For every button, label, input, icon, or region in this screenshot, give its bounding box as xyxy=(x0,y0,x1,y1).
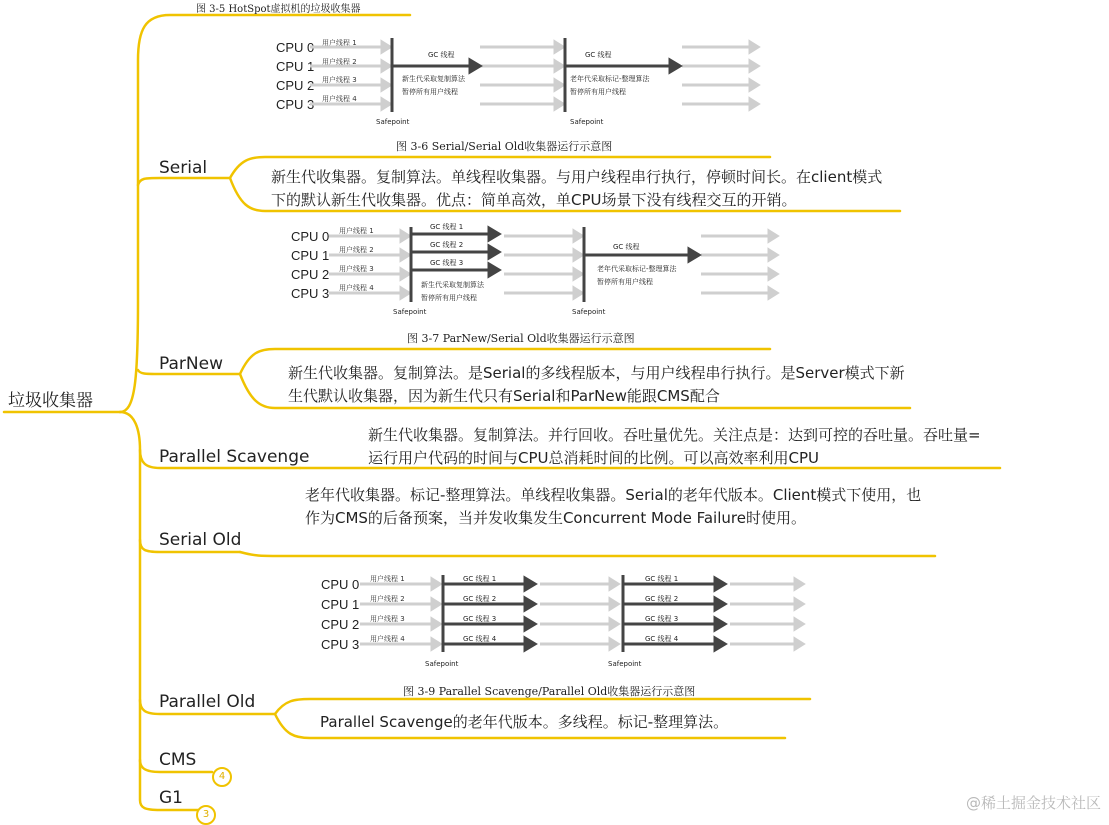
gc-thread-label: GC 线程 2 xyxy=(430,241,464,249)
young-note: 新生代采取复制算法 xyxy=(402,75,465,83)
user-thread-label: 用户线程 1 xyxy=(322,39,357,47)
gc-thread-label: GC 线程 2 xyxy=(463,595,497,603)
user-thread-label: 用户线程 4 xyxy=(370,635,405,643)
gc-thread-label: GC 线程 4 xyxy=(463,635,497,643)
branch-cms[interactable]: CMS xyxy=(159,750,197,770)
cpu-label: CPU 2 xyxy=(276,78,315,93)
user-thread-label: 用户线程 3 xyxy=(339,265,374,273)
cpu-label: CPU 2 xyxy=(291,267,330,282)
cpu-label: CPU 1 xyxy=(276,59,315,74)
user-thread-label: 用户线程 1 xyxy=(339,227,374,235)
branch-serial-old[interactable]: Serial Old xyxy=(159,530,242,550)
young-note: 新生代采取复制算法 xyxy=(421,281,484,289)
cpu-label: CPU 0 xyxy=(276,40,315,55)
cpu-label: CPU 3 xyxy=(291,286,330,301)
top-caption: 图 3-5 HotSpot虚拟机的垃圾收集器 xyxy=(196,4,361,15)
user-thread-label: 用户线程 3 xyxy=(322,76,357,84)
figure-parnew xyxy=(285,222,785,327)
note-serial: 新生代收集器。复制算法。单线程收集器。与用户线程串行执行，停顿时间长。在client模式下的默认新生代收集器。优点：简单高效，单CPU场景下没有线程交互的开销。 xyxy=(271,168,883,209)
cpu-label: CPU 3 xyxy=(321,637,360,652)
cpu-label: CPU 0 xyxy=(321,577,360,592)
old-note: 老年代采取标记-整理算法 xyxy=(570,75,650,83)
user-thread-label: 用户线程 2 xyxy=(370,595,405,603)
figure-caption-parnew: 图 3-7 ParNew/Serial Old收集器运行示意图 xyxy=(407,332,635,345)
old-note: 暂停所有用户线程 xyxy=(570,88,626,96)
collapsed-count-badge[interactable]: 3 xyxy=(196,805,216,825)
gc-thread-label: GC 线程 xyxy=(428,51,455,59)
old-note: 老年代采取标记-整理算法 xyxy=(597,265,677,273)
gc-thread-label: GC 线程 1 xyxy=(430,223,464,231)
branch-g1[interactable]: G1 xyxy=(159,788,183,808)
safepoint-label: Safepoint xyxy=(393,308,427,316)
collapsed-count-badge[interactable]: 4 xyxy=(212,767,232,787)
old-note: 暂停所有用户线程 xyxy=(597,278,653,286)
gc-thread-label: GC 线程 1 xyxy=(645,575,679,583)
connector-serial-old-note xyxy=(240,552,935,556)
safepoint-label: Safepoint xyxy=(572,308,606,316)
connector-serial xyxy=(138,178,230,185)
note-parallel-old: Parallel Scavenge的老年代版本。多线程。标记-整理算法。 xyxy=(320,713,729,731)
safepoint-label: Safepoint xyxy=(608,660,642,668)
safepoint-label: Safepoint xyxy=(425,660,459,668)
figure-caption-serial: 图 3-6 Serial/Serial Old收集器运行示意图 xyxy=(396,140,613,153)
user-thread-label: 用户线程 2 xyxy=(339,246,374,254)
branch-serial[interactable]: Serial xyxy=(159,158,208,178)
cpu-label: CPU 1 xyxy=(291,248,330,263)
user-thread-label: 用户线程 1 xyxy=(370,575,405,583)
figure-caption-parallel: 图 3-9 Parallel Scavenge/Parallel Old收集器运行示意图 xyxy=(403,685,696,698)
cpu-label: CPU 0 xyxy=(291,229,330,244)
serial-diagram-svg xyxy=(310,32,770,132)
cpu-label: CPU 1 xyxy=(321,597,360,612)
note-parallel-scavenge: 新生代收集器。复制算法。并行回收。吞吐量优先。关注点是：达到可控的吞吐量。吞吐量=运行用户代码的时间与CPU总消耗时间的比例。可以高效率利用CPU xyxy=(368,426,981,467)
figure-serial xyxy=(270,32,770,137)
cpu-label: CPU 3 xyxy=(276,97,315,112)
note-parnew: 新生代收集器。复制算法。是Serial的多线程版本，与用户线程串行执行。是Server模式下新生代默认收集器，因为新生代只有Serial和ParNew能跟CMS配合 xyxy=(288,364,905,405)
safepoint-label: Safepoint xyxy=(376,118,410,126)
user-thread-label: 用户线程 4 xyxy=(322,95,357,103)
gc-thread-label: GC 线程 xyxy=(613,243,640,251)
user-thread-label: 用户线程 4 xyxy=(339,284,374,292)
gc-thread-label: GC 线程 xyxy=(585,51,612,59)
safepoint-label: Safepoint xyxy=(570,118,604,126)
note-serial-old: 老年代收集器。标记-整理算法。单线程收集器。Serial的老年代版本。Client模式下使用，也作为CMS的后备预案，当并发收集发生Concurrent Mode Failure时使用。 xyxy=(305,486,922,527)
gc-thread-label: GC 线程 1 xyxy=(463,575,497,583)
gc-thread-label: GC 线程 4 xyxy=(645,635,679,643)
young-note: 暂停所有用户线程 xyxy=(402,88,458,96)
user-thread-label: 用户线程 3 xyxy=(370,615,405,623)
parnew-diagram-svg xyxy=(329,222,789,322)
branch-parnew[interactable]: ParNew xyxy=(159,354,223,374)
branch-parallel-old[interactable]: Parallel Old xyxy=(159,692,256,712)
gc-thread-label: GC 线程 2 xyxy=(645,595,679,603)
gc-thread-label: GC 线程 3 xyxy=(430,259,464,267)
gc-thread-label: GC 线程 3 xyxy=(463,615,497,623)
cpu-label: CPU 2 xyxy=(321,617,360,632)
parallel-diagram-svg xyxy=(360,570,820,670)
figure-parallel xyxy=(315,570,815,675)
gc-thread-label: GC 线程 3 xyxy=(645,615,679,623)
watermark: @稀土掘金技术社区 xyxy=(965,794,1101,812)
branch-parallel-scavenge[interactable]: Parallel Scavenge xyxy=(159,447,310,467)
connector-parallel-old xyxy=(140,540,275,714)
user-thread-label: 用户线程 2 xyxy=(322,58,357,66)
young-note: 暂停所有用户线程 xyxy=(421,294,477,302)
root-node[interactable]: 垃圾收集器 xyxy=(8,391,93,411)
